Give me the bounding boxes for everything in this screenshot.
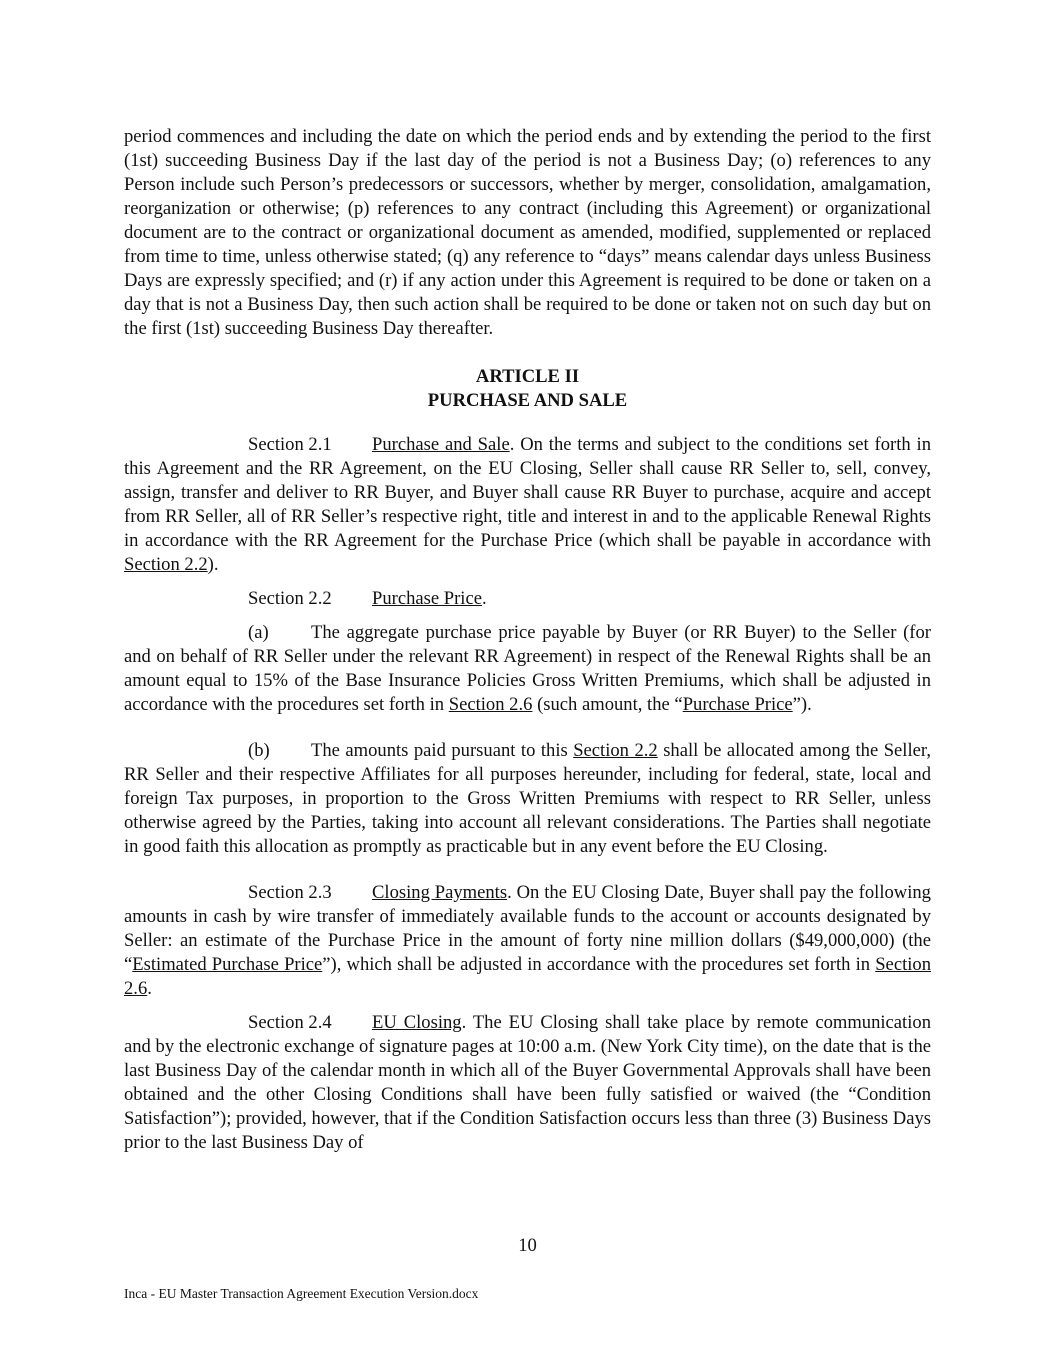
section-2-2-b: (b) The amounts paid pursuant to this Section 2.2 shall be allocated among the Seller, RR Seller and their respective Affiliates for all purposes hereunder, including for federal, state, local and foreign Tax purposes, in proportion to the Gross Written Premiums with respect to RR Seller, unless otherwise agreed by the Parties, taking into account all relevant considerations. The Parties shall negotiate in good faith this allocation as promptly as practicable but in any event before the EU Closing. (124, 740, 931, 857)
subsection-label: (a) (248, 622, 269, 643)
cross-reference: Section 2.2 (573, 740, 658, 761)
section-number: Section 2.4 (248, 1012, 332, 1033)
section-title: Purchase Price (372, 588, 482, 609)
intro-paragraph: period commences and including the date on which the period ends and by extending the period to the first (1st) succeeding Business Day if the last day of the period is not a Business Day; (o) references to any Person include such Person’s predecessors or successors, whether by merger, consolidation, amalgamation, reorganization or otherwise; (p) references to any contract (including this Agreement) or organizational document are to the contract or organizational document as amended, modified, supplemented or replaced from time to time, unless otherwise stated; (q) any reference to “days” means calendar days unless Business Days are expressly specified; and (r) if any action under this Agreement is required to be done or taken on a day that is not a Business Day, then such action shall be required to be done or taken not on such day but on the first (1st) succeeding Business Day thereafter. (124, 126, 931, 339)
section-2-4: Section 2.4 EU Closing. The EU Closing shall take place by remote communication and by the electronic exchange of signature pages at 10:00 a.m. (New York City time), on the date that is the last Business Day of the calendar month in which all of the Buyer Governmental Approvals shall have been obtained and the other Closing Conditions shall have been fully satisfied or waived (the “Condition Satisfaction”); provided, however, that if the Condition Satisfaction occurs less than three (3) Business Days prior to the last Business Day of (124, 1012, 931, 1153)
section-2-2: Section 2.2 Purchase Price. (248, 588, 487, 609)
article-title: PURCHASE AND SALE (427, 390, 628, 411)
section-2-1: Section 2.1 Purchase and Sale. On the terms and subject to the conditions set forth in this Agreement and the RR Agreement, on the EU Closing, Seller shall cause RR Seller to, sell, convey, assign, transfer and deliver to RR Buyer, and Buyer shall cause RR Buyer to purchase, acquire and accept from RR Seller, all of RR Seller’s respective right, title and interest in and to the applicable Renewal Rights in accordance with the RR Agreement for the Purchase Price (which shall be payable in accordance with Section 2.2). (124, 434, 931, 575)
section-number: Section 2.2 (248, 588, 332, 609)
defined-term: Estimated Purchase Price (132, 954, 323, 975)
subsection-label: (b) (248, 740, 270, 761)
article-number: ARTICLE II (475, 366, 580, 387)
document-footer: Inca - EU Master Transaction Agreement Execution Version.docx (124, 1286, 479, 1301)
cross-reference: Section 2.2 (124, 554, 208, 575)
section-title: EU Closing (372, 1012, 462, 1033)
cross-reference: Section 2.6 (448, 694, 533, 715)
document-body (124, 125, 931, 1155)
section-2-2-a: (a) The aggregate purchase price payable by Buyer (or RR Buyer) to the Seller (for and on behalf of RR Seller under the relevant RR Agreement) in respect of the Renewal Rights shall be an amount equal to 15% of the Base Insurance Policies Gross Written Premiums, which shall be adjusted in accordance with the procedures set forth in Section 2.6 (such amount, the “Purchase Price”). (124, 622, 931, 715)
cross-reference: Section 2.6 (124, 954, 931, 999)
section-title: Closing Payments (372, 882, 508, 903)
section-title: Purchase and Sale (372, 434, 510, 455)
section-number: Section 2.3 (248, 882, 332, 903)
section-number: Section 2.1 (248, 434, 332, 455)
defined-term: Purchase Price (682, 694, 793, 715)
section-2-3: Section 2.3 Closing Payments. On the EU Closing Date, Buyer shall pay the following amounts in cash by wire transfer of immediately available funds to the account or accounts designated by Seller: an estimate of the Purchase Price in the amount of forty nine million dollars ($49,000,000) (the “Estimated Purchase Price”), which shall be adjusted in accordance with the procedures set forth in Section 2.6. (124, 882, 931, 999)
page-number: 10 (518, 1235, 537, 1256)
